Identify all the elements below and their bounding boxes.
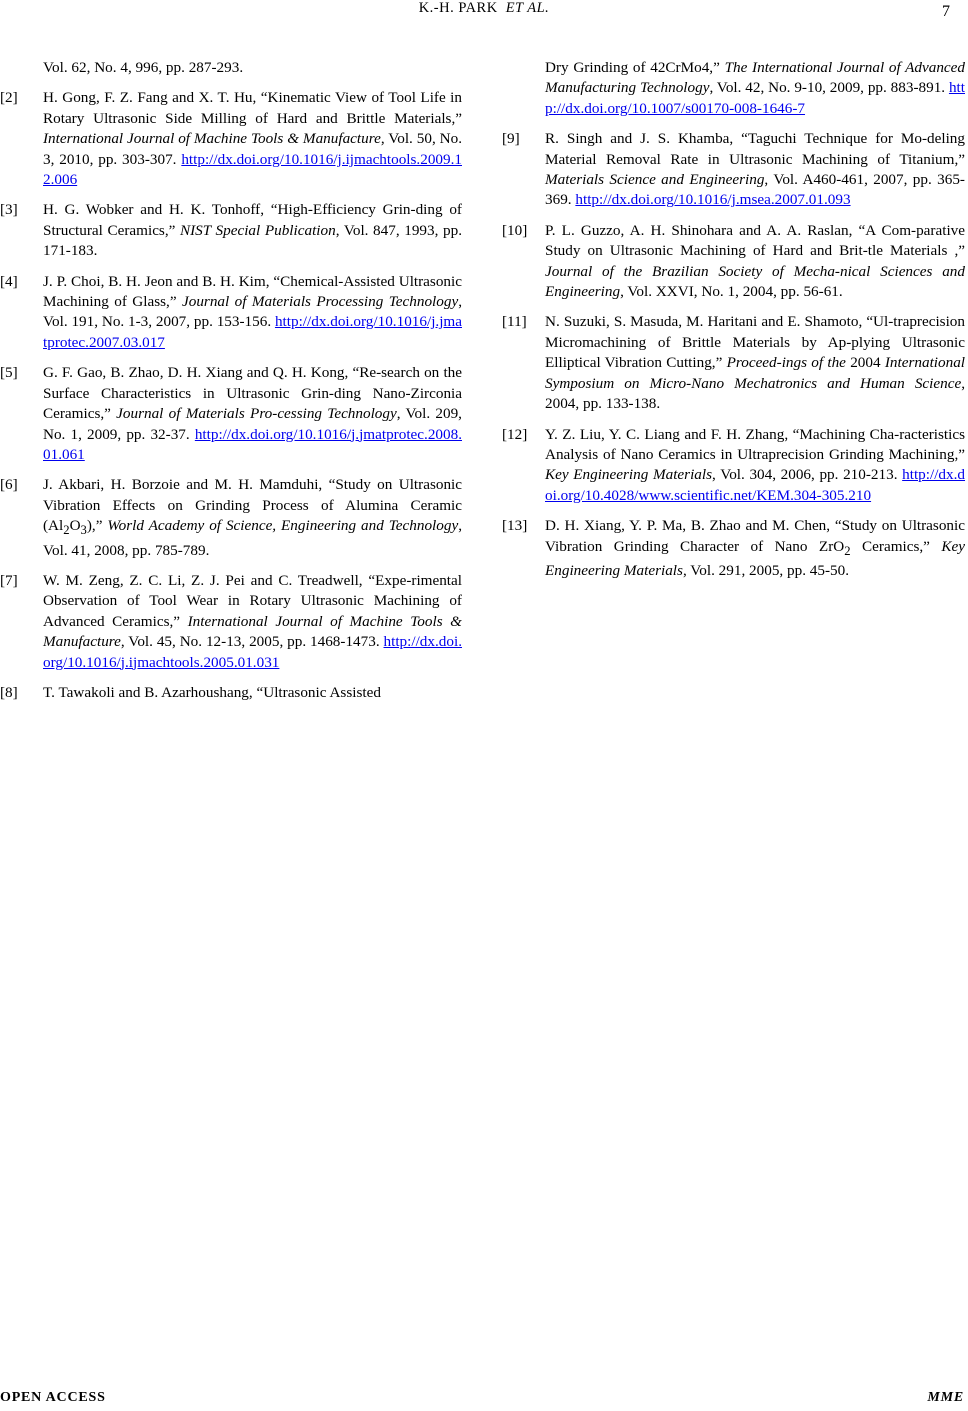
reference-text-segment: R. Singh and J. S. Khamba, “Taguchi Technique for Mo-deling Material Removal Rate in Ultrasonic Machining of Titanium,” — [545, 130, 965, 168]
reference-text-segment: H. Gong, F. Z. Fang and X. T. Hu, “Kinematic View of Tool Life in Rotary Ultrasonic Side Milling of Hard and Brittle Materials,” — [43, 89, 462, 127]
reference-text — [43, 58, 462, 78]
reference-text-segment: , Vol. 45, No. 12-13, 2005, pp. 1468-1473. — [120, 633, 384, 651]
reference-number: [9] — [502, 130, 520, 148]
reference-text-segment: N. Suzuki, S. Masuda, M. Haritani and E. Shamoto, “Ul-traprecision Micromachining of Brittle Materials by Ap-plying Ultrasonic Elliptical Vibration Cutting,” — [545, 313, 965, 372]
reference-number: [13] — [502, 517, 528, 535]
doi-link[interactable]: http://dx.doi.org/10.1016/j.jmatprotec.2007.03.017 — [43, 313, 462, 351]
reference-number: [10] — [502, 221, 528, 239]
reference-number: [8] — [0, 684, 18, 701]
subscript: 2 — [844, 543, 851, 558]
reference-text-segment: J. P. Choi, B. H. Jeon and B. H. Kim, “Chemical-Assisted Ultrasonic Machining of Glass,” — [43, 272, 462, 311]
reference-entry — [0, 88, 462, 190]
reference-text — [43, 683, 462, 703]
reference-entry — [502, 221, 965, 303]
reference-number: [6] — [0, 476, 18, 494]
reference-number: [12] — [502, 425, 528, 443]
reference-text-segment: , Vol. 41, 2008, pp. 785-789. — [43, 517, 462, 559]
reference-source-italic: International Journal of Machine Tools & Manufacture — [43, 612, 462, 651]
reference-text — [43, 200, 462, 261]
subscript: 2 — [63, 523, 70, 538]
reference-number: [7] — [0, 571, 18, 589]
reference-text-segment: , Vol. XXVI, No. 1, 2004, pp. 56-61. — [620, 283, 843, 301]
reference-entry — [0, 683, 462, 703]
reference-text — [43, 571, 462, 673]
reference-number: [5] — [0, 364, 18, 382]
reference-source-italic: Materials Science and Engineering — [545, 171, 765, 189]
reference-entry — [0, 58, 462, 78]
reference-source-italic: Journal of the Brazilian Society of Mecha-nical Sciences and Engineering — [545, 262, 965, 301]
reference-text-segment: , Vol. 847, 1993, pp. 171-183. — [43, 221, 462, 260]
reference-number: [11] — [502, 313, 527, 331]
reference-text-segment: O — [69, 517, 81, 535]
reference-text-segment: D. H. Xiang, Y. P. Ma, B. Zhao and M. Chen, “Study on Ultrasonic Vibration Grinding Character of Nano ZrO — [545, 517, 965, 555]
doi-link[interactable]: http://dx.doi.org/10.1016/j.msea.2007.01.093 — [575, 191, 851, 209]
page-footer — [0, 1390, 968, 1411]
reference-entry — [0, 571, 462, 673]
reference-text — [545, 221, 965, 303]
reference-text-segment: , Vol. A460-461, 2007, pp. 365-369. — [545, 171, 965, 209]
reference-source-italic: International Symposium on Micro-Nano Mechatronics and Human Science — [545, 354, 966, 392]
reference-text — [545, 312, 965, 414]
reference-source-italic: The International Journal of Advanced Manufacturing Technology — [545, 59, 965, 97]
reference-text — [43, 475, 462, 561]
reference-text-segment: , Vol. 42, No. 9-10, 2009, pp. 883-891. — [709, 79, 949, 97]
subscript: 3 — [80, 523, 87, 538]
reference-text-segment: J. Akbari, H. Borzoie and M. H. Mamduhi, “Study on Ultrasonic Vibration Effects on Grinding Process of Alumina Ceramic (Al — [43, 476, 462, 535]
reference-text-segment: ),” — [86, 517, 108, 535]
reference-text-segment: , 2004, pp. 133-138. — [545, 374, 965, 413]
reference-text-segment: Y. Z. Liu, Y. C. Liang and F. H. Zhang, “Machining Cha-racteristics Analysis of Nano Ceramics in Ultraprecision Grinding Machining,” — [545, 425, 965, 463]
reference-text-segment: , Vol. 291, 2005, pp. 45-50. — [682, 561, 850, 579]
reference-entry — [502, 58, 965, 119]
reference-text-segment: , Vol. 50, No. 3, 2010, pp. 303-307. — [43, 130, 462, 168]
running-head-author: K.-H. PARK — [418, 0, 498, 16]
reference-text-segment: W. M. Zeng, Z. C. Li, Z. J. Pei and C. Treadwell, “Expe-rimental Observation of Tool Wear in Rotary Ultrasonic Machining of Advanced Ceramics,” — [43, 571, 462, 630]
reference-column-right — [502, 58, 965, 591]
reference-text — [545, 58, 965, 119]
reference-text — [43, 272, 462, 354]
reference-entry — [0, 200, 462, 261]
reference-entry — [0, 272, 462, 354]
reference-text-segment: G. F. Gao, B. Zhao, D. H. Xiang and Q. H. Kong, “Re-search on the Surface Characteristics in Ultrasonic Grin-ding Nano-Zirconia Ceramics,” — [43, 364, 462, 423]
reference-text-segment: Dry Grinding of 42CrMo4,” — [545, 59, 725, 76]
footer-open-access: OPEN ACCESS — [0, 1390, 106, 1405]
reference-source-italic: NIST Special Publication — [179, 221, 336, 239]
reference-text — [43, 363, 462, 465]
reference-number: [4] — [0, 272, 18, 290]
reference-entry — [502, 312, 965, 414]
page-number: 7 — [942, 3, 950, 20]
reference-text-segment: H. G. Wobker and H. K. Tonhoff, “High-Efficiency Grin-ding of Structural Ceramics,” — [43, 201, 462, 239]
reference-text-segment: P. L. Guzzo, A. H. Shinohara and A. A. Raslan, “A Com-parative Study on Ultrasonic Machining of Hard and Brit-tle Materials ,” — [545, 221, 965, 260]
reference-text-segment: , Vol. 304, 2006, pp. 210-213. — [712, 466, 903, 484]
reference-source-italic: World Academy of Science, Engineering and Technology — [107, 517, 459, 535]
reference-text — [43, 88, 462, 190]
reference-entry — [502, 129, 965, 211]
reference-text — [545, 516, 965, 581]
reference-entry — [0, 363, 462, 465]
reference-source-italic: International Journal of Machine Tools & Manufacture — [43, 130, 381, 148]
page-header — [0, 0, 968, 24]
reference-entry — [0, 475, 462, 561]
reference-column-left — [0, 58, 462, 713]
running-head-et-al: ET AL. — [505, 0, 550, 16]
reference-number: [2] — [0, 89, 18, 107]
reference-text-segment: , Vol. 209, No. 1, 2009, pp. 32-37. — [43, 405, 462, 443]
reference-source-italic: Key Engineering Materials — [545, 466, 713, 484]
reference-text-segment: 2004 — [850, 354, 885, 372]
reference-entry — [502, 425, 965, 507]
reference-text-segment: Ceramics,” — [850, 537, 942, 555]
reference-source-italic: Proceed-ings of the — [726, 354, 851, 372]
reference-text-segment: Vol. 62, No. 4, 996, pp. 287-293. — [43, 59, 244, 76]
doi-link[interactable]: http://dx.doi.org/10.1016/j.jmatprotec.2008.01.061 — [43, 425, 462, 463]
reference-source-italic: Journal of Materials Processing Technology — [182, 293, 459, 311]
reference-text-segment: T. Tawakoli and B. Azarhoushang, “Ultrasonic Assisted — [43, 684, 381, 701]
footer-journal-abbrev: MME — [927, 1390, 964, 1405]
reference-text-segment: , Vol. 191, No. 1-3, 2007, pp. 153-156. — [43, 293, 462, 331]
reference-text — [545, 129, 965, 211]
doi-link[interactable]: http://dx.doi.org/10.4028/www.scientific.net/KEM.304-305.210 — [545, 466, 966, 504]
reference-source-italic: Key Engineering Materials — [545, 537, 965, 579]
reference-text — [545, 425, 965, 507]
reference-number: [3] — [0, 201, 18, 219]
doi-link[interactable]: http://dx.doi.org/10.1016/j.ijmachtools.2009.12.006 — [43, 150, 462, 189]
running-head — [0, 0, 968, 17]
reference-source-italic: Journal of Materials Pro-cessing Technology — [116, 405, 397, 423]
doi-link[interactable]: http://dx.doi.org/10.1007/s00170-008-1646-7 — [545, 79, 965, 117]
doi-link[interactable]: http://dx.doi.org/10.1016/j.ijmachtools.2005.01.031 — [43, 633, 462, 671]
reference-entry — [502, 516, 965, 581]
